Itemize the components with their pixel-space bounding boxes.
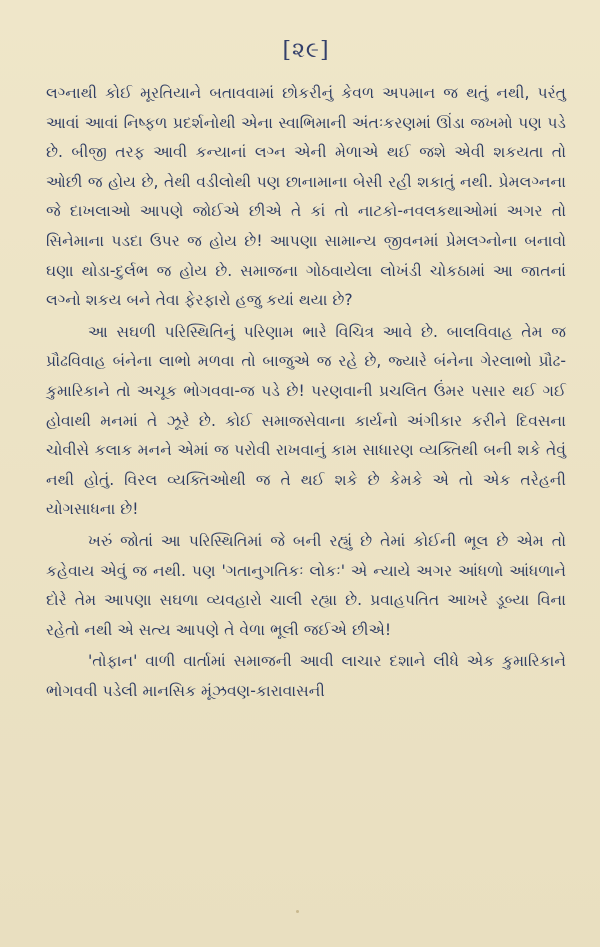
paragraph-1: લગ્નાથી કોઈ મૂરતિયાને બતાવવામાં છોકરીનું કેવળ અપમાન જ થતું નથી, પરંતુ આવાં આવાં નિષ્ફળ પ્રદર્શનોથી એના સ્વાભિમાની અંતઃકરણમાં ઊંડા જખમો પણ પડે છે. બીજી તરફ આવી કન્યાનાં લગ્ન એની મેળાએ થઈ જશે એવી શકયતા તો ઓછી જ હોય છે, તેથી વડીલોથી પણ છાનામાના બેસી રહી શકાતું નથી. પ્રેમલગ્નના જે દાખલાઓ આપણે જોઈએ છીએ તે કાં તો નાટકો-નવલકથાઓમાં અગર તો સિનેમાના પડદા ઉપર જ હોય છે! આપણા સામાન્ય જીવનમાં પ્રેમલગ્નોના બનાવો ઘણા થોડા-દુર્લભ જ હોય છે. સમાજના ગોઠવાયેલા લોખંડી ચોકઠામાં આ જાતનાં લગ્નો શકય બને તેવા ફેરફારો હજુ કયાં થયા છે? bbox=[46, 84, 566, 310]
paragraph-4: 'તોફાન' વાળી વાર્તામાં સમાજની આવી લાચાર દશાને લીધે એક કુમારિકાને ભોગવવી પડેલી માનસિક મૂંઝવણ-કારાવાસની bbox=[46, 652, 566, 700]
page-number: [૨૯] bbox=[282, 38, 330, 63]
page-mark bbox=[296, 910, 299, 913]
paragraph-3: ખરું જોતાં આ પરિસ્થિતિમાં જે બની રહ્યું છે તેમાં કોઈની ભૂલ છે એમ તો કહેવાય એવું જ નથી. પણ 'ગતાનુગતિકઃ લોકઃ' એ ન્યાયે અગર આંધળો આંધળાને દોરે તેમ આપણા સઘળા વ્યવહારો ચાલી રહ્યા છે. પ્રવાહપતિત આખરે ડૂબ્યા વિના રહેતો નથી એ સત્ય આપણે તે વેળા ભૂલી જઈએ છીએ! bbox=[46, 531, 566, 639]
paragraph-2: આ સઘળી પરિસ્થિતિનું પરિણામ ભારે વિચિત્ર આવે છે. બાલવિવાહ તેમ જ પ્રૌઢવિવાહ બંનેના લાભો મળવા તો બાજુએ જ રહે છે, જ્યારે બંનેના ગેરલાભો પ્રૌઢ-કુમારિકાને તો અચૂક ભોગવવા-જ પડે છે! પરણવાની પ્રચલિત ઉંમર પસાર થઈ ગઈ હોવાથી મનમાં તે ઝૂરે છે. કોઈ સમાજસેવાના કાર્યનો અંગીકાર કરીને દિવસના ચોવીસે કલાક મનને એમાં જ પરોવી રાખવાનું કામ સાધારણ વ્યક્તિથી બની શકે તેવું નથી હોતું. વિરલ વ્યક્તિઓથી જ તે થઈ શકે છે કેમકે એ તો એક તરેહની યોગસાધના છે! bbox=[46, 322, 566, 519]
